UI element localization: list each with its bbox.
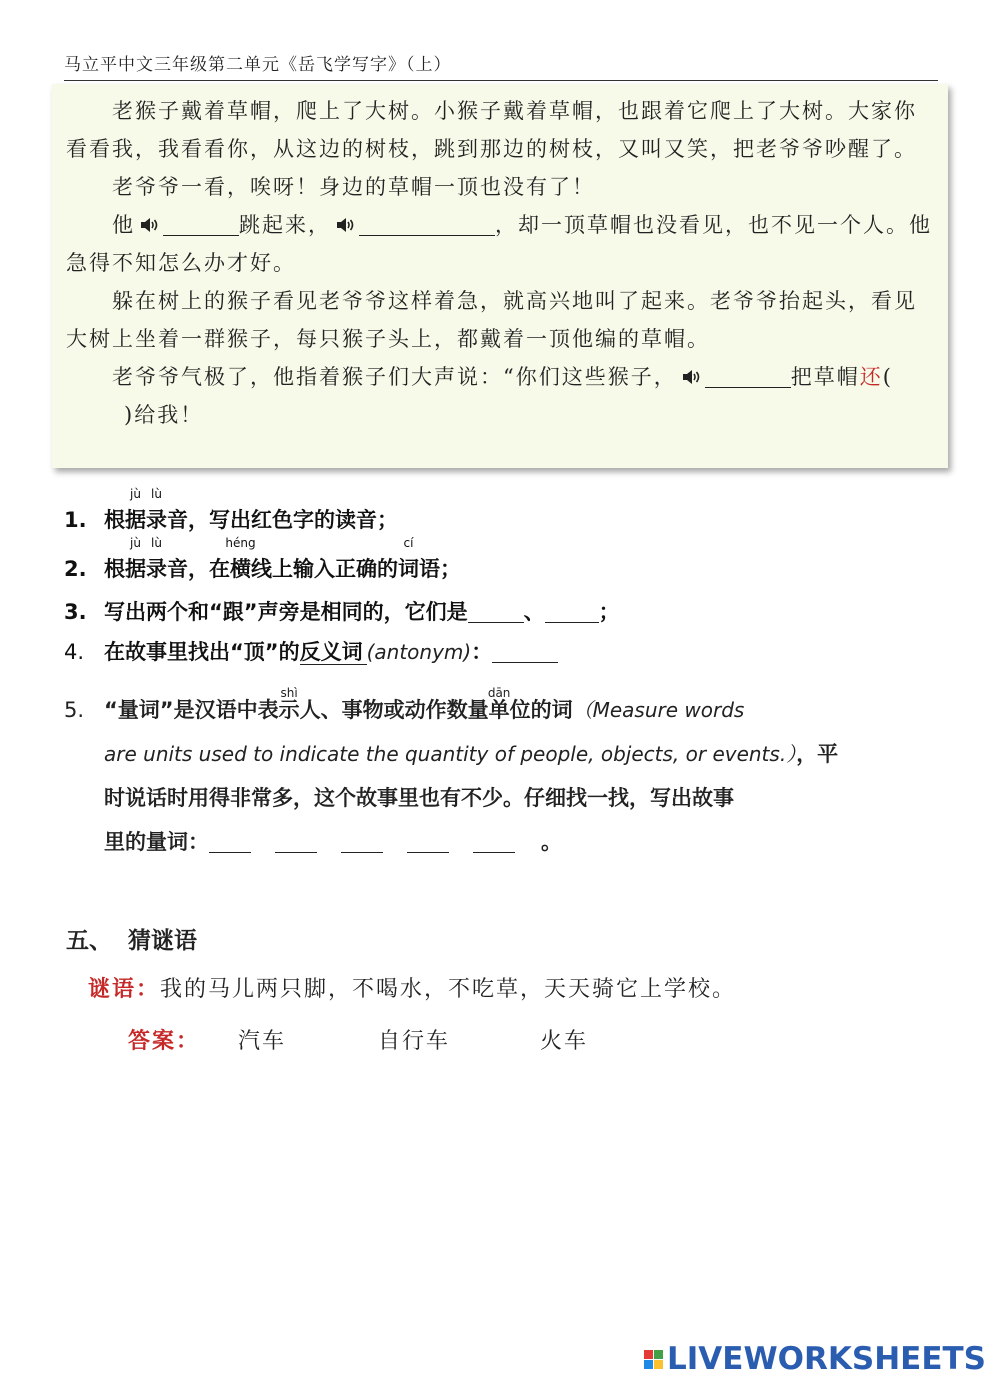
measure-word-blank-5[interactable]: [473, 830, 515, 853]
story-paragraph-5: 老爷爷气极了，他指着猴子们大声说：“你们这些猴子， 把草帽还()给我！: [112, 365, 893, 427]
story-paragraph-2: 老爷爷一看，唉呀！身边的草帽一顶也没有了！: [112, 175, 595, 199]
answer-option[interactable]: 火车: [540, 1029, 589, 1054]
riddle: 谜语：我的马儿两只脚，不喝水，不吃草，天天骑它上学校。: [88, 977, 737, 1002]
question-1: 1. 根 jù 据 lù 录音，写出红色字的读音；: [64, 487, 398, 532]
fill-blank-1[interactable]: [163, 213, 239, 236]
answer-blank-3b[interactable]: [545, 600, 599, 623]
story-paragraph-1: 老猴子戴着草帽，爬上了大树。小猴子戴着草帽，也跟着它爬上了大树。大家你看看我，我看看你，从这边的树枝，跳到那边的树枝，又叫又笑，把老爷爷吵醒了。: [66, 99, 917, 161]
question-2: 2. 根 jù 据 lù 录音，在 héng 横线上输入正确的 cí 词语；: [64, 536, 461, 581]
fill-blank-2[interactable]: [359, 213, 495, 236]
speaker-icon[interactable]: [335, 217, 355, 233]
worksheet-header: 马立平中文三年级第二单元《岳飞学写字》（上）: [64, 50, 938, 81]
question-3: 3. 写出两个和“跟”声旁是相同的，它们是 、 ；: [64, 600, 620, 624]
story-passage: [52, 84, 948, 468]
liveworksheets-logo: LIVEWORKSHEETS: [644, 1341, 986, 1377]
logo-icon: [644, 1350, 663, 1369]
fill-blank-3[interactable]: [705, 365, 791, 388]
measure-word-blank-1[interactable]: [209, 830, 251, 853]
answer-option[interactable]: 自行车: [378, 1029, 451, 1054]
measure-word-blank-4[interactable]: [407, 830, 449, 853]
story-paragraph-4: 躲在树上的猴子看见老爷爷这样着急，就高兴地叫了起来。老爷爷抬起头，看见大树上坐着一群猴子，每只猴子头上，都戴着一顶他编的草帽。: [66, 289, 917, 351]
answer-blank-3a[interactable]: [468, 600, 524, 623]
question-4: 4. 在故事里找出“顶”的反义词 (antonym)：: [64, 636, 558, 666]
measure-word-blank-3[interactable]: [341, 830, 383, 853]
story-paragraph-3: 他 跳起来， ，却一顶草帽也没看见，也不见一个人。他急得不知怎么办才好。: [66, 213, 932, 275]
riddle-answers: 答案： 汽车 自行车 火车: [128, 1024, 588, 1055]
section-heading: 五、 猜谜语: [66, 928, 198, 954]
answer-blank-4[interactable]: [492, 640, 558, 663]
speaker-icon[interactable]: [139, 217, 159, 233]
measure-word-blank-2[interactable]: [275, 830, 317, 853]
red-character: 还: [859, 365, 883, 389]
question-5: 5. “量词”是汉语中表 shì 示人、事物或动作数量 dān 单位的词（Measure words are units used to indicate the quantity of people, objects, or events.），平 时说话时用得非常多，这个故事里也有不少。仔细找一找，写出故事 里的量词： 。: [64, 686, 839, 854]
speaker-icon[interactable]: [681, 369, 701, 385]
answer-option[interactable]: 汽车: [238, 1029, 287, 1054]
